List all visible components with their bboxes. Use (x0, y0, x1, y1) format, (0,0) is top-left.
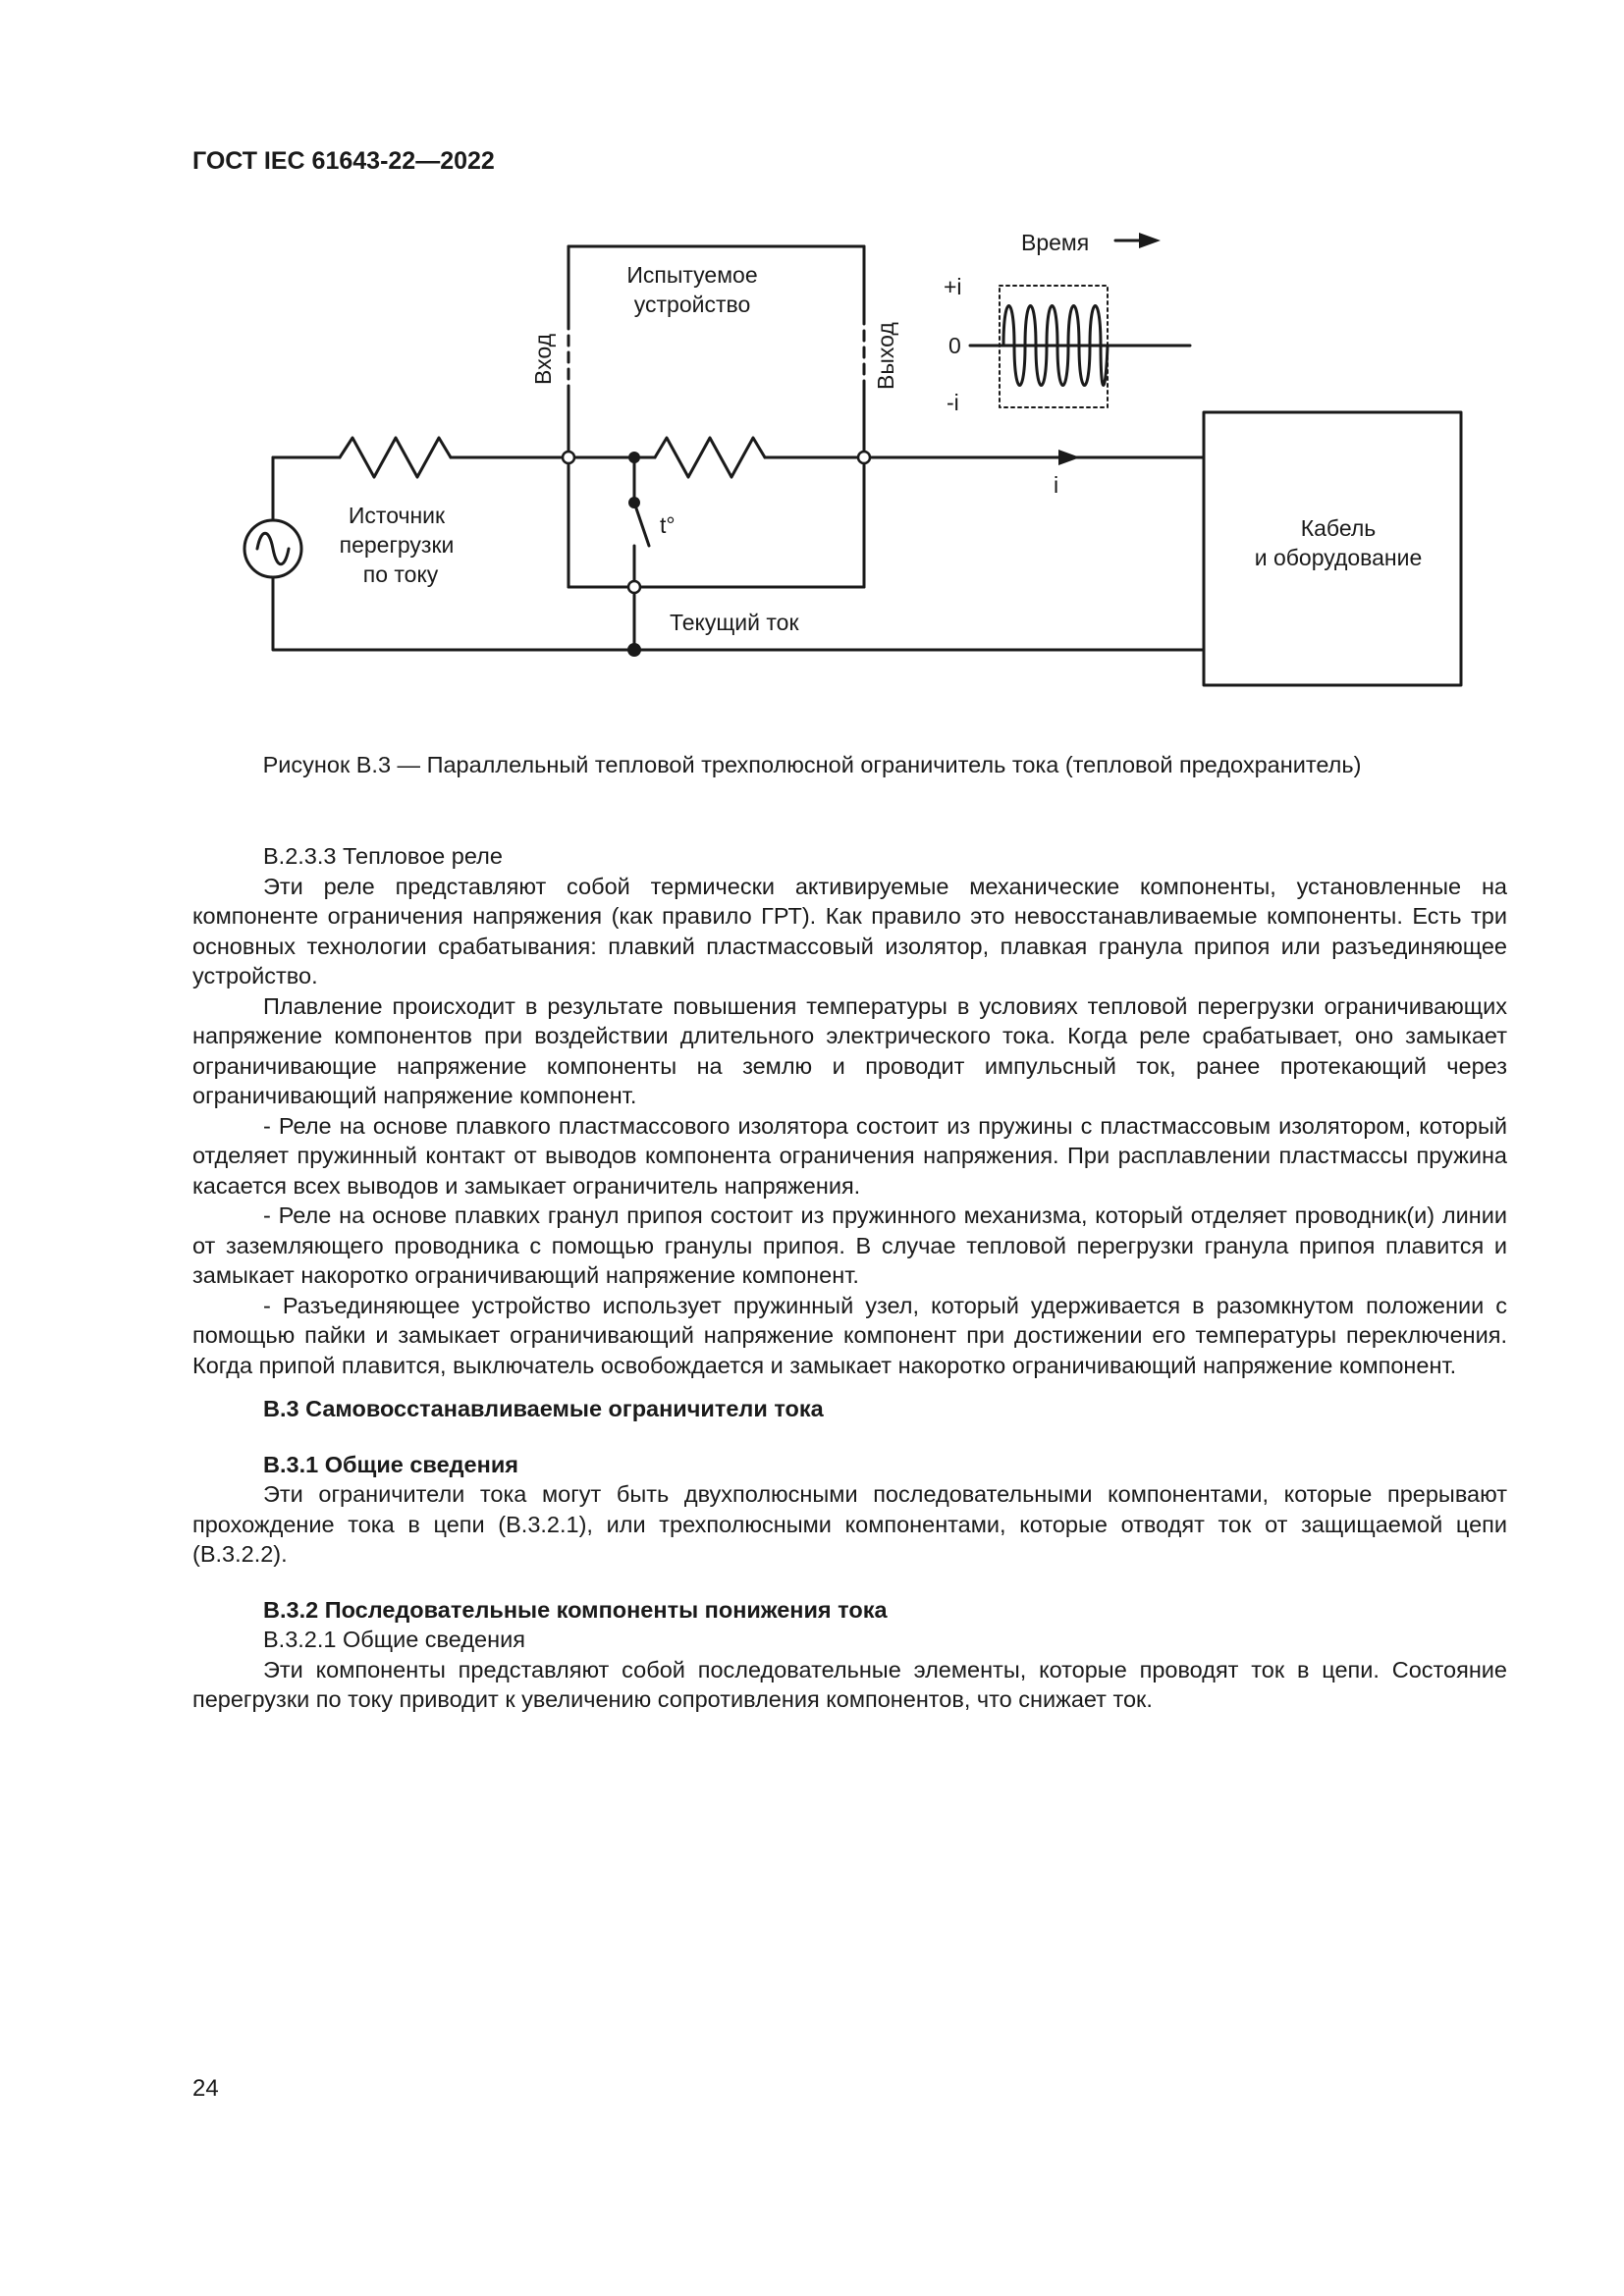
node-box-bottom (628, 581, 640, 593)
node-output (858, 452, 870, 463)
current-i-label: i (1054, 472, 1059, 498)
input-label: Вход (530, 333, 556, 385)
section-heading: В.3 Самовосстанавливаемые ограничители тока (263, 1396, 824, 1421)
source-resistor (340, 438, 451, 477)
paragraph: Эти компоненты представляют собой последовательные элементы, которые проводят ток в цепи. Состояние перегрузки по току приводит к увеличению сопротивления компонентов, что снижает ток. (192, 1656, 1507, 1712)
circuit-diagram (0, 0, 1624, 746)
node-ground (627, 643, 641, 657)
paragraph: - Реле на основе плавкого пластмассового изолятора состоит из пружины с пластмассовым изолятором, который отделяет пружинный контакт от выводов компонента ограничения напряжения. При расплавлении пластмассы пружина касается всех выводов и замыкает ограничитель напряжения. (192, 1112, 1507, 1199)
paragraph: - Разъединяющее устройство использует пружинный узел, который удерживается в разомкнутом положении с помощью пайки и замыкает ограничивающий напряжение компонент при достижении его температуры переключения. Когда припой плавится, выключатель освобождается и замыкает накоротко ограничивающий напряжение компонент. (192, 1292, 1507, 1378)
current-arrow-head (1058, 450, 1080, 465)
source-label-line2: перегрузки (339, 532, 455, 558)
paragraph: Эти ограничители тока могут быть двухполюсными последовательными компонентами, которые прерывают прохождение тока в цепи (В.3.2.1), или трехполюсными компонентами, которые отводят ток от защищаемой цепи (В.3.2.2). (192, 1481, 1507, 1567)
paragraph: - Реле на основе плавких гранул припоя состоит из пружинного механизма, который отделяет проводник(и) линии от заземляющего проводника с помощью гранулы припоя. В случае тепловой перегрузки гранула припоя плавится и замыкает накоротко ограничивающий напряжение компонент. (192, 1202, 1507, 1288)
subsection-heading: В.3.1 Общие сведения (263, 1451, 518, 1477)
document-header: ГОСТ IEC 61643-22—2022 (192, 147, 495, 175)
time-label: Время (1021, 230, 1090, 255)
load-label-line2: и оборудование (1254, 545, 1423, 570)
minus-i-label: -i (947, 390, 959, 415)
page-number: 24 (192, 2075, 219, 2102)
switch-blade (634, 503, 649, 546)
source-label-line3: по току (362, 561, 439, 587)
internal-resistor (655, 438, 765, 477)
node-switch-top (628, 452, 640, 463)
subsection-title: В.3.2.1 Общие сведения (263, 1627, 525, 1652)
ground-current-label: Текущий ток (670, 610, 799, 635)
subsection-title: В.2.3.3 Тепловое реле (263, 843, 503, 869)
sine-icon (257, 533, 289, 564)
zero-label: 0 (948, 333, 961, 358)
temperature-label: t° (660, 512, 676, 538)
subsection-heading: В.3.2 Последовательные компоненты понижения тока (263, 1596, 888, 1623)
node-switch-blade-top (628, 497, 640, 508)
load-label-line1: Кабель (1300, 515, 1377, 541)
paragraph: Плавление происходит в результате повышения температуры в условиях тепловой перегрузки ограничивающих напряжение компонентов при воздействии длительного электрического тока. Когда реле срабатывает, оно замыкает ограничивающие напряжение компоненты на землю и проводит импульсный ток, ранее протекающий через ограничивающий напряжение компонент. (192, 992, 1507, 1108)
time-arrow-head (1139, 233, 1161, 248)
source-label-line1: Источник (348, 503, 446, 528)
output-label: Выход (873, 322, 898, 390)
device-label-line2: устройство (633, 292, 751, 317)
device-label-line1: Испытуемое (626, 262, 758, 288)
paragraph: Эти реле представляют собой термически активируемые механические компоненты, установленные на компоненте ограничения напряжения (как правило ГРТ). Как правило это невосстанавливаемые компоненты. Есть три основных технологии срабатывания: плавкий пластмассовый изолятор, плавкая гранула припоя или разъединяющее устройство. (192, 873, 1507, 988)
plus-i-label: +i (944, 274, 962, 299)
figure-caption: Рисунок В.3 — Параллельный тепловой трехполюсной ограничитель тока (тепловой предохранитель) (262, 752, 1362, 777)
node-input (563, 452, 574, 463)
document-body (192, 841, 1507, 1715)
